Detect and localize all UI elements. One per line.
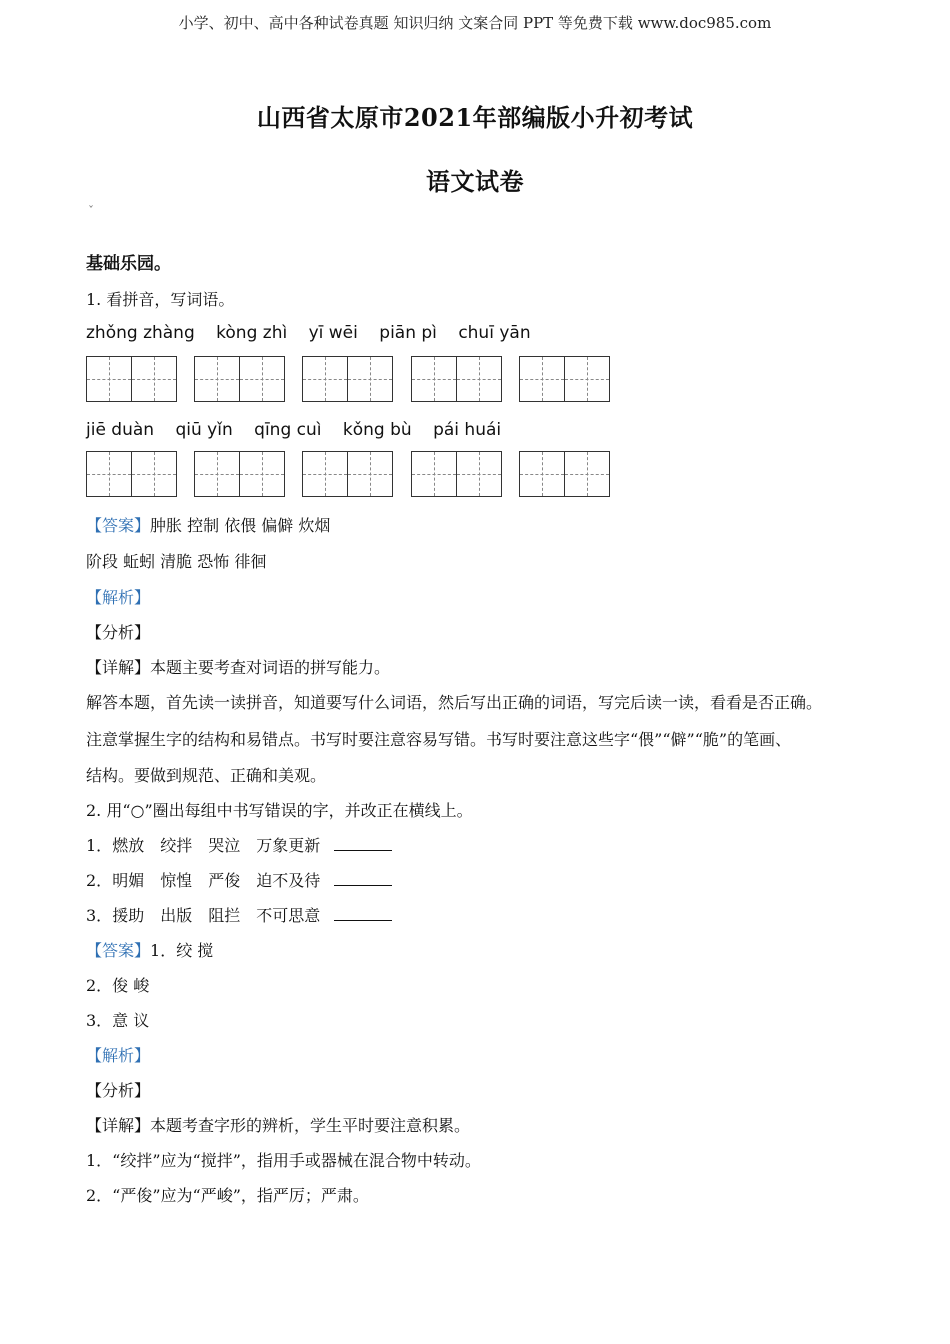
word: 惊惶 <box>160 871 193 890</box>
pinyin-item: chuī yān <box>458 323 531 343</box>
writing-box[interactable] <box>194 356 284 402</box>
word: 万象更新 <box>256 836 321 855</box>
q1-detail-p2: 注意掌握生字的结构和易错点。书写时要注意容易写错。书写时要注意这些字“偎”“僻”“脆”的笔画、 <box>86 730 792 749</box>
writing-box[interactable] <box>302 451 392 497</box>
pinyin-item: pái huái <box>433 420 502 440</box>
word: 绞拌 <box>160 836 193 855</box>
word: 出版 <box>160 906 193 925</box>
writing-grid-row-1 <box>86 356 626 404</box>
item-number: 1． <box>86 836 113 855</box>
exam-title: 山西省太原市2021年部编版小升初考试 <box>256 103 694 132</box>
q2-detail <box>86 1116 470 1136</box>
word: 援助 <box>112 906 145 925</box>
q1-fenxi: 【分析】 <box>86 623 151 642</box>
item-number: 2． <box>86 871 113 890</box>
answer-blank[interactable] <box>334 871 392 886</box>
writing-box[interactable] <box>411 356 501 402</box>
page-header: 小学、初中、高中各种试卷真题 知识归纳 文案合同 PPT 等免费下载 www.doc985.com <box>178 14 772 32</box>
q2-item-2 <box>86 871 392 891</box>
pinyin-item: piān pì <box>379 323 437 343</box>
answer-label: 【答案】 <box>86 941 151 960</box>
word: 哭泣 <box>208 836 241 855</box>
word: 迫不及待 <box>256 871 321 890</box>
answer-blank[interactable] <box>334 836 392 851</box>
q2-explain-1: 1．“绞拌”应为“搅拌”，指用手或器械在混合物中转动。 <box>86 1151 481 1170</box>
word: 阻拦 <box>208 906 241 925</box>
writing-box[interactable] <box>86 356 176 402</box>
answer-text: 肿胀 控制 依偎 偏僻 炊烟 <box>150 516 331 535</box>
q1-prompt: 1. 看拼音，写词语。 <box>86 290 235 309</box>
q2-item-3 <box>86 906 392 926</box>
q2-prompt: 2. 用“○”圈出每组中书写错误的字，并改正在横线上。 <box>86 801 473 820</box>
q1-detail-p1: 解答本题，首先读一读拼音，知道要写什么词语，然后写出正确的词语，写完后读一读，看看是否正确。 <box>86 693 823 712</box>
pinyin-item: qīng cuì <box>254 420 322 440</box>
q2-answer <box>86 941 213 961</box>
word: 严俊 <box>208 871 241 890</box>
answer-label: 【答案】 <box>86 516 151 535</box>
pinyin-row-1 <box>86 323 547 343</box>
pinyin-row-2 <box>86 420 517 440</box>
q1-detail-p3: 结构。要做到规范、正确和美观。 <box>86 766 327 785</box>
writing-box[interactable] <box>86 451 176 497</box>
q2-answer-3: 3．意 议 <box>86 1011 150 1030</box>
word: 明媚 <box>112 871 145 890</box>
pinyin-item: zhǒng zhàng <box>86 323 195 343</box>
q2-fenxi: 【分析】 <box>86 1081 151 1100</box>
q2-item-1 <box>86 836 392 856</box>
writing-box[interactable] <box>411 451 501 497</box>
q2-analysis-label: 【解析】 <box>86 1046 151 1065</box>
section-heading: 基础乐园。 <box>86 254 171 274</box>
detail-label: 【详解】 <box>86 1116 151 1135</box>
q1-analysis-label: 【解析】 <box>86 588 151 607</box>
answer-blank[interactable] <box>334 906 392 921</box>
word: 不可思意 <box>256 906 321 925</box>
writing-box[interactable] <box>194 451 284 497</box>
answer-text: 1．绞 搅 <box>150 941 214 960</box>
pinyin-item: yī wēi <box>308 323 358 343</box>
pinyin-item: kòng zhì <box>216 323 288 343</box>
writing-box[interactable] <box>519 356 609 402</box>
detail-text: 本题考查字形的辨析，学生平时要注意积累。 <box>150 1116 471 1135</box>
detail-label: 【详解】 <box>86 658 151 677</box>
q1-answer-line2: 阶段 蚯蚓 清脆 恐怖 徘徊 <box>86 552 267 571</box>
pinyin-item: qiū yǐn <box>175 420 233 440</box>
q2-answer-2: 2．俊 峻 <box>86 976 150 995</box>
exam-subtitle: 语文试卷 <box>426 167 524 196</box>
pinyin-item: jiē duàn <box>86 420 155 440</box>
q1-answer <box>86 516 330 536</box>
writing-grid-row-2 <box>86 451 626 499</box>
writing-box[interactable] <box>302 356 392 402</box>
word: 燃放 <box>112 836 145 855</box>
item-number: 3． <box>86 906 113 925</box>
q1-detail <box>86 658 390 678</box>
q2-explain-2: 2．“严俊”应为“严峻”，指严厉；严肃。 <box>86 1186 369 1205</box>
writing-box[interactable] <box>519 451 609 497</box>
pinyin-item: kǒng bù <box>342 420 412 440</box>
detail-text: 本题主要考查对词语的拼写能力。 <box>150 658 391 677</box>
paragraph-mark: ˇ <box>88 204 94 218</box>
